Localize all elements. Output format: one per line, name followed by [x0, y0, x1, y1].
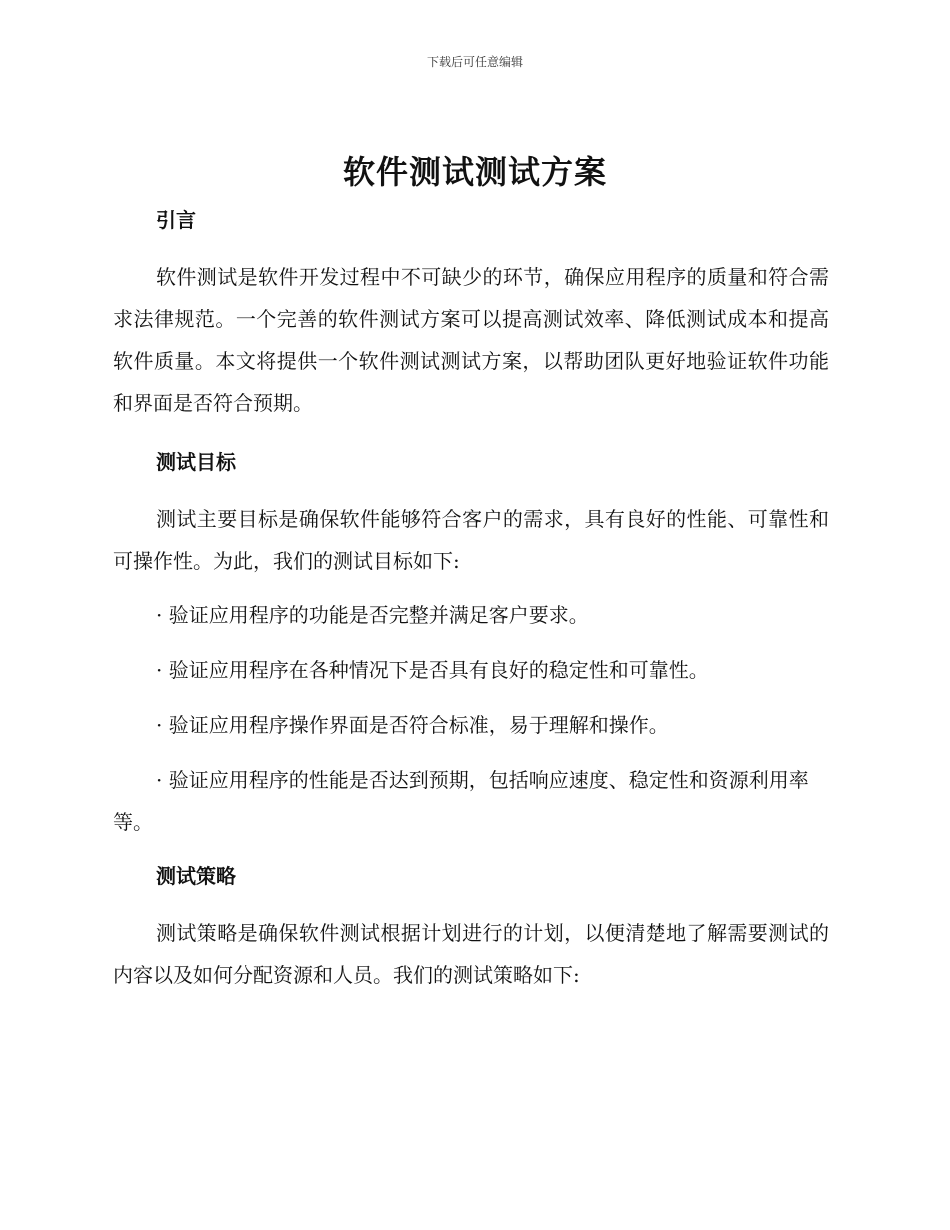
section-heading-goals: 测试目标 — [156, 450, 236, 474]
document-body — [113, 200, 829, 996]
goals-list-item: · 验证应用程序的功能是否完整并满足客户要求。 — [156, 603, 589, 627]
intro-paragraph: 软件测试是软件开发过程中不可缺少的环节，确保应用程序的质量和符合需求法律规范。一个完善的软件测试方案可以提高测试效率、降低测试成本和提高软件质量。本文将提供一个软件测试测试方案，以帮助团队更好地验证软件功能和界面是否符合预期。 — [113, 265, 829, 415]
goals-paragraph: 测试主要目标是确保软件能够符合客户的需求，具有良好的性能、可靠性和可操作性。为此，我们的测试目标如下: — [113, 507, 829, 573]
goals-list — [113, 594, 829, 843]
section-heading-intro: 引言 — [156, 208, 196, 232]
goals-list-item: · 验证应用程序操作界面是否符合标准，易于理解和操作。 — [156, 713, 669, 737]
goals-list-item: · 验证应用程序的性能是否达到预期，包括响应速度、稳定性和资源利用率等。 — [113, 768, 809, 834]
goals-list-item: · 验证应用程序在各种情况下是否具有良好的稳定性和可靠性。 — [156, 658, 709, 682]
strategy-paragraph: 测试策略是确保软件测试根据计划进行的计划，以便清楚地了解需要测试的内容以及如何分配资源和人员。我们的测试策略如下: — [113, 921, 829, 987]
document-title: 软件测试测试方案 — [342, 153, 607, 191]
page-header-note: 下载后可任意编辑 — [426, 55, 523, 69]
section-heading-strategy: 测试策略 — [156, 864, 236, 888]
